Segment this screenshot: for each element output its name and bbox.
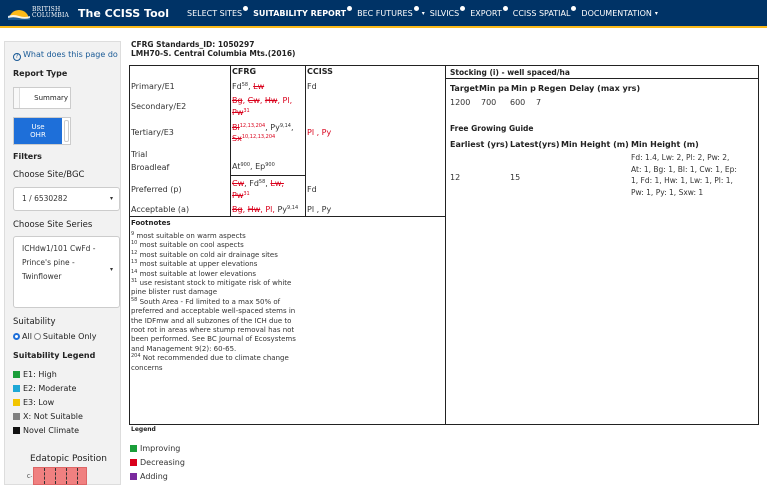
stocking-header: Target [450,84,479,93]
toggle-knob [64,120,69,142]
footnote [131,270,299,279]
legend-label: Novel Climate [23,426,80,435]
divider [445,65,446,425]
grid-line [66,468,67,484]
stocking-value: 700 [481,98,497,107]
change-legend-item [130,444,180,453]
legend-label: Improving [140,444,181,453]
footnote-text: most suitable on cold air drainage sites [139,250,278,259]
species-lw-removed: Lw, [270,179,284,188]
legend-swatch [130,459,137,466]
legend-swatch [13,385,20,392]
footnote [131,298,299,354]
footnote [131,279,299,298]
suitability-radio-group [13,332,96,341]
species-fd: Fd [249,179,259,188]
logo-text-1: BRITISH [32,6,61,13]
footnote-ref: 58 [258,179,266,185]
footnote-ref: 900 [240,162,251,168]
cciss-preferred: Fd [307,185,317,194]
row-preferred: Preferred (p) [131,185,182,194]
footnote-ref: 10,12,13,204 [241,134,276,140]
fg-value: 15 [510,173,521,182]
radio-all[interactable] [13,333,20,340]
fg-height-line: Fd: 1.4, Lw: 2, Pl: 2, Pw: 2, [631,153,730,162]
stocking-title: Stocking (i) - well spaced/ha [450,68,570,77]
cfrg-secondary-1: Bg, Cw, Hw, Pl, [232,96,293,105]
footnote-number: 58 [131,296,138,303]
species-at: At [232,162,241,171]
row-tertiary: Tertiary/E3 [131,128,174,137]
legend-label: E2: Moderate [23,384,77,393]
nav-menu [187,0,663,28]
site-heading [131,40,295,58]
fg-header: Latest(yrs) [510,140,560,149]
fg-height-line: At: 1, Bg: 1, Bl: 1, Cw: 1, Ep: [631,164,737,174]
footnote-number: 13 [131,259,138,266]
stocking-header: Min p [511,84,536,93]
legend-label: Adding [140,472,168,481]
species-py: Py [270,123,280,132]
suitability-label: Suitability [13,317,56,327]
edatopic-title: Edatopic Position [30,454,108,464]
cfrg-preferred-2 [232,191,250,200]
use-ohr-line2: OHR [30,131,46,139]
use-ohr-toggle[interactable] [13,117,71,145]
site-id: CFRG Standards_ID: 1050297 [131,40,255,49]
nav-item-label: CCISS SPATIAL [512,9,571,18]
stocking-value: 1200 [450,98,471,107]
species-bl-removed: Bl [232,123,240,132]
nav-item-label: EXPORT [470,9,502,18]
species-sx-removed: Sx [232,134,242,143]
legend-item [13,426,79,435]
divider [230,175,306,176]
species-removed: Cw [247,96,260,105]
footnote-ref: 58 [241,82,249,88]
choose-series-label: Choose Site Series [13,220,93,230]
legend-label: E1: High [23,370,57,379]
legend-swatch [13,413,20,420]
species-cw-removed: Cw [232,179,245,188]
fg-title: Free Growing Guide [450,124,534,133]
nav-item-label: DOCUMENTATION [581,9,652,18]
cciss-primary: Fd [307,82,317,91]
legend-label: X: Not Suitable [23,412,83,421]
question-circle-icon: ? [13,53,21,61]
suitability-legend-title: Suitability Legend [13,351,96,360]
cciss-acceptable: Pl , Py [307,205,332,214]
legend-item [13,398,54,407]
footnote [131,260,299,269]
footnote-number: 9 [131,231,135,237]
use-ohr-on [14,118,62,144]
cfrg-secondary-2 [232,108,250,117]
change-legend-item [130,458,185,467]
species-ep: Ep [255,162,266,171]
nav-item-label: SUITABILITY REPORT [253,9,347,18]
bc-sun-icon [8,8,30,20]
footnote-text: most suitable at upper elevations [139,260,258,269]
grid-line [55,468,56,484]
legend-title: Legend [131,426,156,433]
nav-item-documentation[interactable] [581,0,663,28]
stocking-value: 600 [510,98,526,107]
footnote [131,232,299,241]
toggle-off-side [14,88,20,108]
footnote-ref: 31 [243,108,250,114]
footnote [131,354,299,373]
fg-header: Min Height (m) [561,140,629,149]
change-legend-item [130,472,168,481]
footnote-text: most suitable on warm aspects [136,232,246,240]
nav-item-select-sites[interactable] [187,0,253,28]
species-removed: Bg [232,205,243,214]
edatopic-tick: C- [27,474,33,480]
edatopic-grid[interactable] [33,467,87,485]
footnotes-title: Footnotes [131,219,171,227]
top-navbar [0,0,767,28]
use-ohr-line1: Use [31,123,45,131]
fg-value: 12 [450,173,461,182]
footnote [131,251,299,260]
nav-item-bec-futures[interactable] [357,0,430,28]
stocking-header: Regen Delay (max yrs) [538,84,641,93]
series-line-2: Prince's pine - [22,258,75,267]
cfrg-tertiary-2 [232,134,275,143]
divider [305,65,306,216]
legend-item [13,412,83,421]
legend-item [13,384,76,393]
nav-item-cciss-spatial[interactable] [513,0,582,28]
help-link-label: What does this page do [23,50,118,59]
row-secondary: Secondary/E2 [131,102,187,111]
series-line-1: ICHdw1/101 CwFd - [22,244,96,253]
footnote-text: use resistant stock to mitigate risk of white pine blister rust damage [131,279,292,297]
species-removed: Hw [247,205,261,214]
species-py: Py [277,205,288,214]
col-cfrg: CFRG [232,67,257,76]
footnote-text: most suitable at lower elevations [139,269,256,278]
row-primary: Primary/E1 [131,82,175,91]
chevron-down-icon: ▾ [109,195,113,202]
footnote-ref: 9,14 [287,205,299,211]
divider [446,78,759,79]
row-acceptable: Acceptable (a) [131,205,190,214]
cfrg-broadleaf: At$^{900}$, Ep$^{900}$ [232,162,275,171]
logo-text-2: COLUMBIA [32,12,70,19]
divider [230,65,231,216]
status-dot-icon [503,6,508,11]
legend-item [13,370,57,379]
footnote [131,241,299,250]
legend-label: Decreasing [140,458,185,467]
species-pw-removed: Pw [232,108,244,117]
chevron-down-icon: ▾ [421,10,425,17]
radio-suitable-only[interactable] [34,333,41,340]
footnote-number: 10 [131,240,138,247]
row-trial: Trial [131,150,148,159]
filters-label: Filters [13,152,42,161]
site-series-select[interactable] [13,236,120,308]
grid-line [44,468,45,484]
footnote-number: 12 [131,249,138,256]
site-select-value: 1 / 6530282 [22,194,68,203]
footnote-number: 14 [131,268,138,275]
fg-header: Earliest (yrs) [450,140,509,149]
status-dot-icon [414,6,419,11]
legend-swatch [130,473,137,480]
species-pl: Pl, [265,205,275,214]
radio-all-label[interactable]: All [22,332,32,341]
fg-height-line: 1, Fd: 1, Hw: 1, Lw: 1, Pl: 1, [631,176,733,186]
status-dot-icon [460,6,465,11]
radio-suitable-label[interactable]: Suitable Only [42,332,97,341]
report-type-toggle[interactable] [13,87,71,109]
footnote-ref: 31 [243,191,250,197]
choose-site-label: Choose Site/BGC [13,170,85,180]
footnote-ref: 9,14 [279,123,291,129]
legend-swatch [13,399,20,406]
species-lw-removed: Lw [253,82,265,91]
bc-logo[interactable] [8,6,70,22]
species-removed: Hw [264,96,278,105]
legend-swatch [13,427,20,434]
cfrg-primary: Fd$^{58}$, Lw [232,82,265,91]
stocking-header: Min pa [479,84,510,93]
nav-item-silvics[interactable] [430,0,471,28]
col-cciss: CCISS [307,67,333,76]
footnote-text: Not recommended due to climate change concerns [131,354,289,372]
report-type-value: Summary [34,94,68,102]
status-dot-icon [347,6,352,11]
footnote-text: South Area - Fd limited to a max 50% of preferred and acceptable well-spaced stems in the IDFmw and all subzones of the ICH due to root rot in areas where stump removal has not been performed. See BC Journal of Ecosystems and Management 9(2): 60-65. [131,297,296,353]
cciss-tertiary: Pl , Py [307,128,332,137]
nav-item-suitability-report[interactable] [253,0,357,28]
footnote-number: 31 [131,278,138,285]
nav-item-label: SELECT SITES [187,9,243,18]
site-select[interactable] [13,187,120,211]
nav-item-label: SILVICS [429,9,460,18]
status-dot-icon [243,6,248,11]
nav-item-export[interactable] [470,0,513,28]
cfrg-acceptable: Bg, Hw, Pl, Py$^{9,14}$ [232,205,299,214]
cfrg-tertiary-1: Bl$^{12,13,204}$, Py$^{9,14}$, [232,123,294,132]
help-link[interactable] [13,50,118,61]
legend-label: E3: Low [23,398,55,407]
row-broadleaf: Broadleaf [131,163,170,172]
fg-heights [631,152,737,198]
app-title[interactable]: The CCISS Tool [78,7,169,20]
site-name: LMH70-S. Central Columbia Mts.(2016) [131,49,296,58]
nav-item-label: BEC FUTURES [357,9,413,18]
legend-swatch [13,371,20,378]
footnote-ref: 12,13,204 [239,123,266,129]
species-pw-removed: Pw [232,191,244,200]
chevron-down-icon: ▾ [109,266,113,273]
fg-height-line: Pw: 1, Py: 1, Sxw: 1 [631,187,704,197]
footnotes-list [131,232,299,373]
legend-swatch [130,445,137,452]
fg-header: Min Height (m) [631,140,699,149]
species-fd: Fd [232,82,242,91]
species-removed: Bg [232,96,243,105]
logo-text [32,7,69,19]
status-dot-icon [571,6,576,11]
series-line-3: Twinflower [22,272,62,281]
footnote-text: most suitable on cool aspects [139,241,244,250]
cfrg-preferred-1: Cw, Fd$^{58}$, Lw, [232,179,284,188]
stocking-value: 7 [536,98,542,107]
grid-line [77,468,78,484]
report-type-label: Report Type [13,69,68,78]
footnote-number: 204 [131,353,141,360]
divider [129,216,446,217]
chevron-down-icon: ▾ [654,10,658,17]
footnote-ref: 900 [265,162,275,168]
